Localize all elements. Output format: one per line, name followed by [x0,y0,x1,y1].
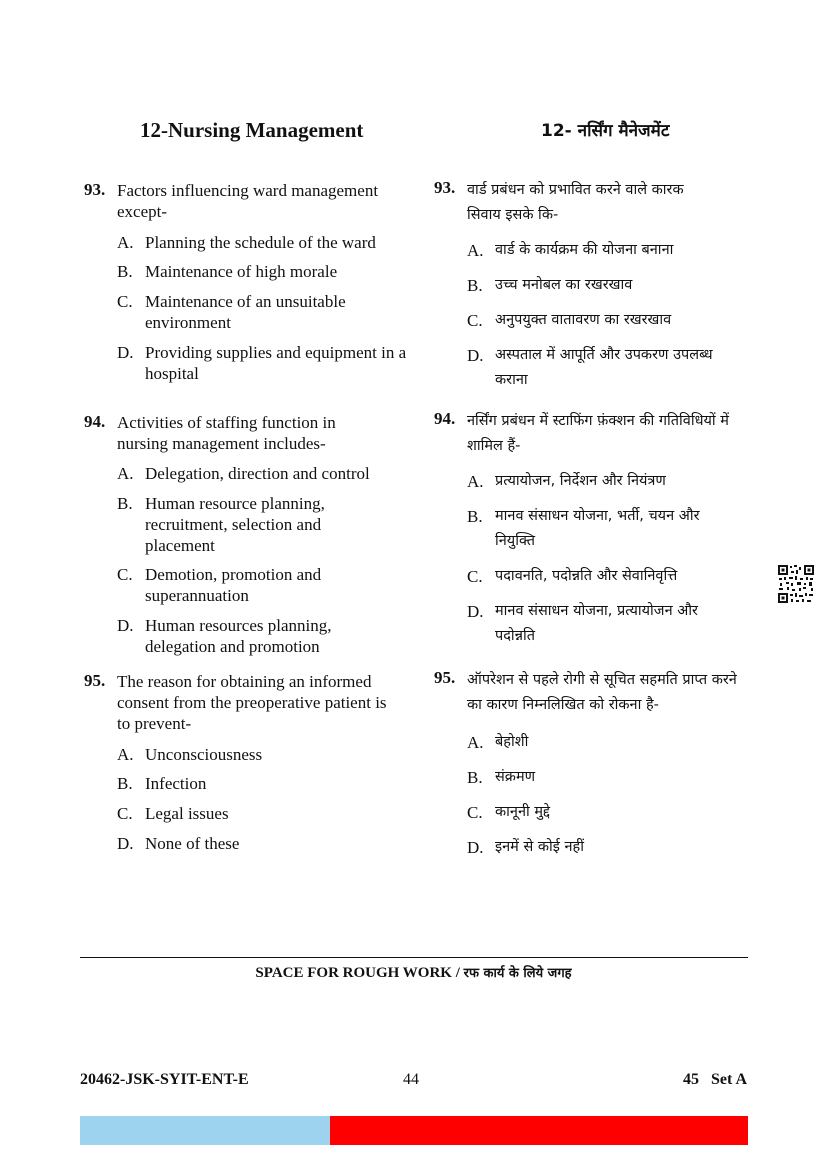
page-number: 44 [403,1071,419,1088]
section-title-hindi: 12- नर्सिंग मैनेजमेंट [541,121,670,141]
question-text: Factors influencing ward management except- [117,181,379,221]
section-title-english: 12-Nursing Management [140,118,364,142]
question-text: ऑपरेशन से पहले रोगी से सूचित सहमति प्राप्त करने का कारण निम्नलिखित को रोकना है- [467,672,737,713]
option-b [117,493,357,556]
paper-code: 20462-JSK-SYIT-ENT-E [80,1071,249,1088]
english-column [84,0,414,900]
option-letter: B. [117,494,133,513]
option-a [467,730,757,755]
option-letter: B. [117,774,133,793]
rough-work-label [0,963,827,982]
option-letter: B. [467,507,483,526]
question-number: 93. [84,180,106,199]
option-letter: C. [467,803,483,822]
option-c [467,800,757,825]
question-text: The reason for obtaining an informed consent from the preoperative patient is to prevent- [117,672,387,733]
option-letter: D. [467,346,484,365]
option-d [467,835,757,860]
rough-work-label-en: SPACE FOR ROUGH WORK / [255,965,460,981]
question-number: 94. [434,409,456,428]
option-text: अस्पताल में आपूर्ति और उपकरण उपलब्ध कराना [495,347,713,388]
option-letter: A. [117,464,134,483]
hindi-column [434,0,764,900]
option-text: Maintenance of an unsuitable environment [145,292,346,332]
option-b [467,273,757,298]
option-letter: D. [117,616,134,635]
option-d [117,342,407,384]
question-text: वार्ड प्रबंधन को प्रभावित करने वाले कारक सिवाय इसके कि- [467,182,684,223]
option-text: Planning the schedule of the ward [145,233,376,252]
question-number: 93. [434,178,456,197]
option-text: Human resource planning, recruitment, selection and placement [145,494,325,555]
option-text: None of these [145,834,240,853]
option-c [117,564,357,606]
option-text: प्रत्यायोजन, निर्देशन और नियंत्रण [495,473,666,489]
option-d [467,599,737,649]
option-letter: A. [467,733,484,752]
option-letter: A. [467,241,484,260]
option-text: Delegation, direction and control [145,464,370,483]
option-b [467,765,757,790]
option-letter: C. [467,567,483,586]
question-94-en [84,412,414,656]
option-c [117,803,407,824]
option-a [117,232,407,253]
option-c [467,308,757,333]
option-letter: D. [117,343,134,362]
question-number: 94. [84,412,106,431]
option-letter: D. [467,602,484,621]
option-letter: D. [467,838,484,857]
question-number: 95. [84,671,106,690]
option-text: इनमें से कोई नहीं [495,839,584,855]
option-d [467,343,747,393]
question-text: नर्सिंग प्रबंधन में स्टाफिंग फ़ंक्शन की गतिविधियों में शामिल हैं- [467,413,729,454]
option-c [117,291,377,333]
option-text: Human resources planning, delegation and promotion [145,616,332,656]
footer-bar-blue [80,1116,330,1145]
option-letter: B. [117,262,133,281]
option-letter: B. [467,276,483,295]
option-text: Maintenance of high morale [145,262,338,281]
option-text: संक्रमण [495,769,536,785]
option-text: पदावनति, पदोन्नति और सेवानिवृत्ति [495,568,678,584]
option-text: Providing supplies and equipment in a hospital [145,343,407,383]
option-text: Infection [145,774,207,793]
option-b [117,261,407,282]
rough-work-divider [80,957,748,958]
rough-work-label-hi: रफ कार्य के लिये जगह [463,966,572,981]
question-94-hi [434,409,764,644]
option-text: कानूनी मुद्दे [495,804,551,820]
option-a [117,744,407,765]
option-letter: C. [467,311,483,330]
option-text: Legal issues [145,804,229,823]
option-b [467,504,737,554]
page-set-label: 45 Set A [683,1071,747,1088]
option-d [117,615,357,657]
footer-bar-red [330,1116,748,1145]
option-b [117,773,407,794]
qr-code-icon [777,564,815,604]
question-number: 95. [434,668,456,687]
option-c [467,564,757,589]
option-letter: C. [117,804,133,823]
option-letter: C. [117,292,133,311]
option-text: मानव संसाधन योजना, प्रत्यायोजन और पदोन्नति [495,603,698,644]
option-letter: A. [467,472,484,491]
option-text: उच्च मनोबल का रखरखाव [495,277,633,293]
option-text: मानव संसाधन योजना, भर्ती, चयन और नियुक्ति [495,508,700,549]
question-95-en [84,671,414,853]
option-text: Demotion, promotion and superannuation [145,565,322,605]
option-letter: C. [117,565,133,584]
option-a [117,463,407,484]
option-d [117,833,407,854]
option-letter: B. [467,768,483,787]
option-a [467,238,757,263]
option-a [467,469,757,494]
option-letter: A. [117,745,134,764]
option-letter: A. [117,233,134,252]
option-text: वार्ड के कार्यक्रम की योजना बनाना [495,242,674,258]
option-text: बेहोशी [495,734,529,750]
question-93-en [84,180,414,383]
option-text: Unconsciousness [145,745,263,764]
question-text: Activities of staffing function in nursing management includes- [117,413,336,453]
question-93-hi [434,178,764,388]
option-text: अनुपयुक्त वातावरण का रखरखाव [495,312,672,328]
option-letter: D. [117,834,134,853]
question-95-hi [434,668,764,857]
